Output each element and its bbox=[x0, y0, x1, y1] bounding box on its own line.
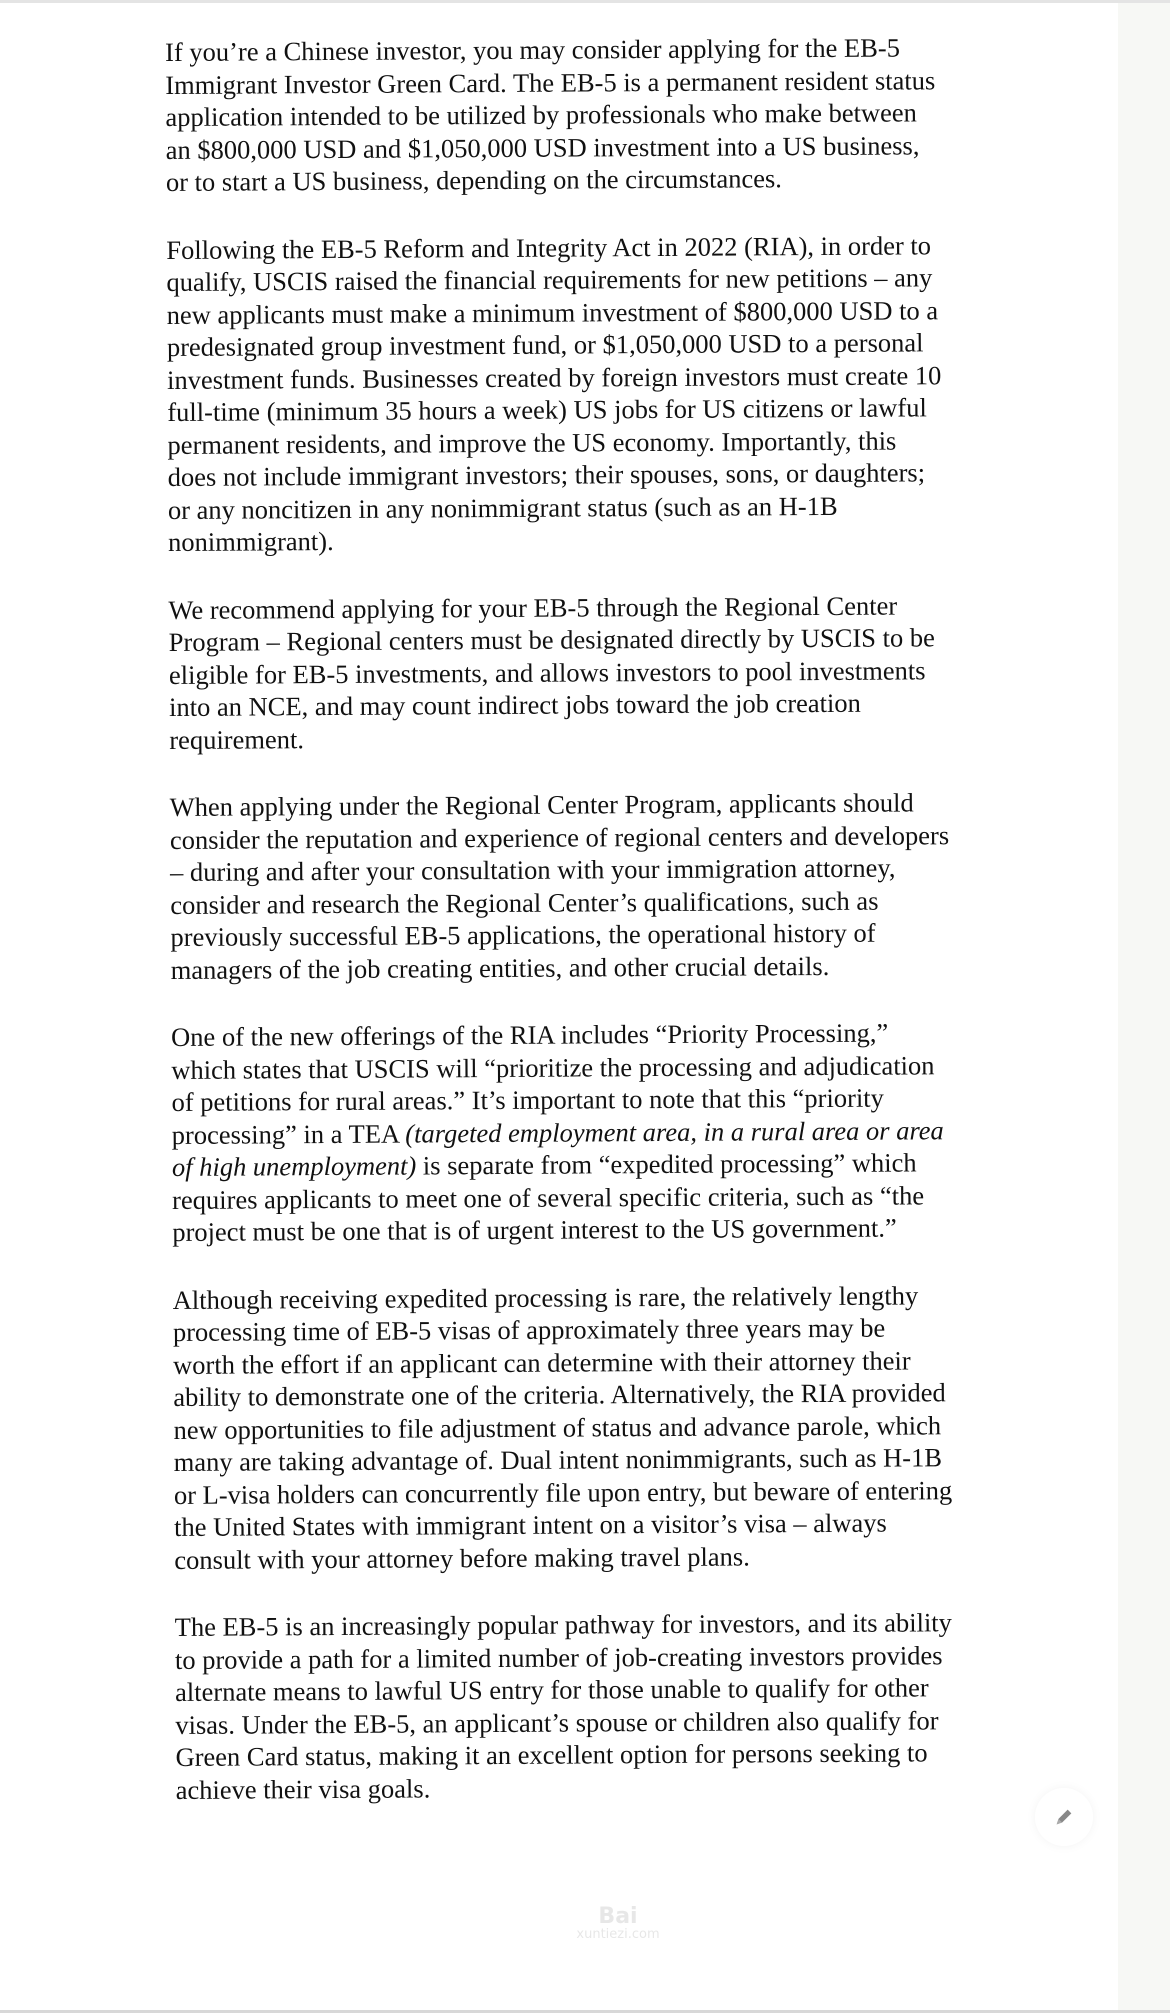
paragraph-3: We recommend applying for your EB-5 through the Regional Center Program – Regional centers must be designated directly by USCIS to be eligible for EB-5 investments, and allows investors to pool investments into an NCE, and may count indirect jobs toward the job creation requirement. bbox=[168, 590, 935, 755]
paragraph-2: Following the EB-5 Reform and Integrity Act in 2022 (RIA), in order to qualify, USCIS raised the financial requirements for new petitions – any new applicants must make a minimum investment of $800,000 USD to a predesignated group investment fund, or $1,050,000 USD to a personal investment funds. Businesses created by foreign investors must create 10 full-time (minimum 35 hours a week) US jobs for US citizens or lawful permanent residents, and improve the US economy. Importantly, this does not include immigrant investors; their spouses, sons, or daughters; or any noncitizen in any nonimmigrant status (such as an H-1B nonimmigrant). bbox=[166, 229, 942, 557]
paragraph-6: Although receiving expedited processing is rare, the relatively lengthy processing time of EB-5 visas of approximately three years may be worth the effort if an applicant can determine with their attorney their ability to demonstrate one of the criteria. Alternatively, the RIA provided new opportunities to file adjustment of status and advance parole, which many are taking advantage of. Dual intent nonimmigrants, such as H-1B or L-visa holders can concurrently file upon entry, but beware of entering the United States with immigrant intent on a visitor’s visa – always consult with your attorney before making travel plans. bbox=[172, 1279, 953, 1575]
paragraph-7: The EB-5 is an increasingly popular pathway for investors, and its ability to provide a path for a limited number of job-creating investors provides alternate means to lawful US entry for those unable to qualify for other visas. Under the EB-5, an applicant’s spouse or children also qualify for Green Card status, making it an excellent option for persons seeking to achieve their visa goals. bbox=[174, 1607, 952, 1805]
document-body bbox=[165, 31, 976, 1841]
paragraph-5-text-before: One of the new offerings of the RIA includes “Priority Processing,” which states that USCIS will “prioritize the processing and adjudication of petitions for rural areas.” It’s important to note that this “priority processing” in a TEA bbox=[171, 1017, 935, 1150]
watermark-line-1: Bai bbox=[598, 1904, 638, 1929]
paragraph-5-italic-note: (targeted employment area, in a rural area or area of high unemployment) bbox=[171, 1114, 944, 1182]
paragraph-1: If you’re a Chinese investor, you may consider applying for the EB-5 Immigrant Investor Green Card. The EB-5 is a permanent resident status application intended to be utilized by professionals who make between an $800,000 USD and $1,050,000 USD investment into a US business, or to start a US business, depending on the circumstances. bbox=[165, 32, 936, 197]
watermark bbox=[548, 1904, 688, 1944]
edit-button[interactable] bbox=[1035, 1788, 1093, 1846]
paragraph-4: When applying under the Regional Center Program, applicants should consider the reputation and experience of regional centers and developers – during and after your consultation with your immigration attorney, consider and research the Regional Center’s qualifications, such as previously successful EB-5 applications, the operational history of managers of the job creating entities, and other crucial details. bbox=[169, 787, 950, 985]
top-divider bbox=[0, 0, 1170, 3]
watermark-line-2: xuntiezi.com bbox=[576, 1927, 660, 1942]
right-side-panel bbox=[1118, 3, 1170, 2010]
paragraph-5-text-after: is separate from “expedited processing” which requires applicants to meet one of several specific criteria, such as “the project must be one that is of urgent interest to the US government.” bbox=[172, 1147, 925, 1247]
pencil-icon bbox=[1053, 1806, 1075, 1828]
paragraph-5 bbox=[171, 1016, 952, 1248]
